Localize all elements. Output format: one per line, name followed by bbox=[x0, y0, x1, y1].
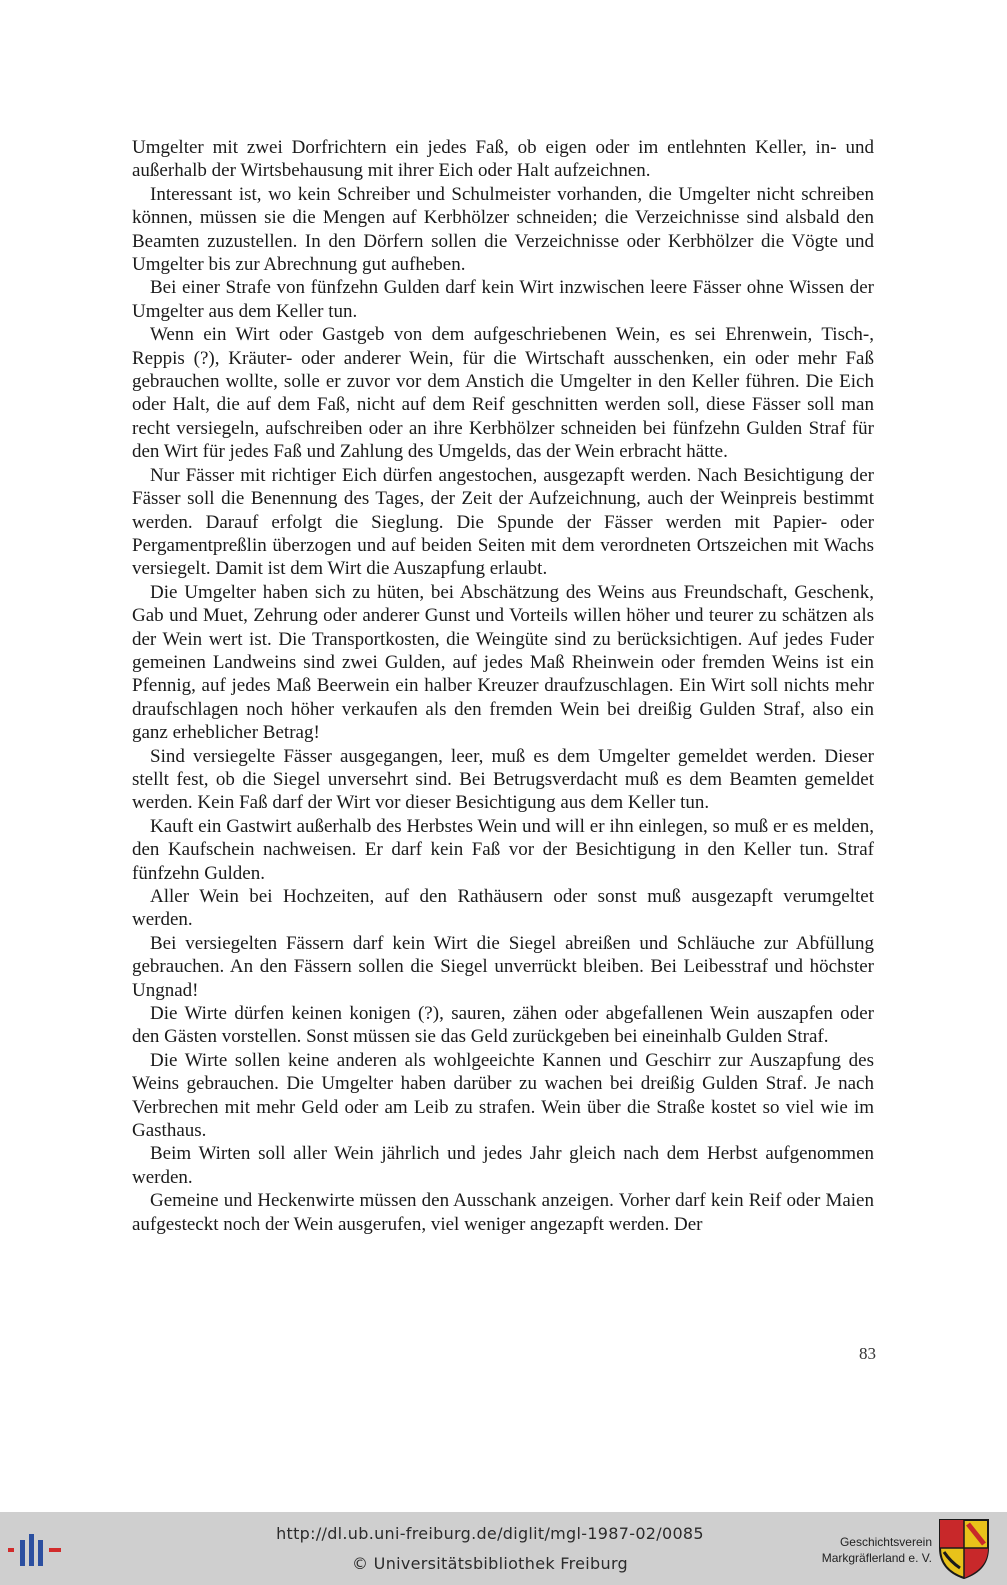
coat-of-arms-icon bbox=[938, 1518, 990, 1580]
paragraph: Die Umgelter haben sich zu hüten, bei Abschätzung des Weins aus Freundschaft, Geschenk, Gab und Muet, Zehrung oder anderer Gunst und Vorteils willen höher und teurer zu schätzen als der Wein wert ist. Die Transportkosten, die Weingüte sind zu berücksichtigen. Auf jedes Fuder gemeinen Landweins sind zwei Gulden, auf jedes Maß Rheinwein oder fremden Weins ist ein Pfennig, auf jedes Maß Beerwein ein halber Kreuzer draufzuschlagen. Ein Wirt soll nichts mehr draufschlagen noch höher verkaufen als den fremden Wein bei dreißig Gulden Straf, also ein ganz erheblicher Betrag! bbox=[132, 581, 874, 744]
paragraph: Bei einer Strafe von fünfzehn Gulden darf kein Wirt inzwischen leere Fässer ohne Wissen der Umgelter aus dem Keller tun. bbox=[132, 277, 874, 322]
society-line-2: Markgräflerland e. V. bbox=[821, 1551, 932, 1565]
document-url-link[interactable]: http://dl.ub.uni-freiburg.de/diglit/mgl-1987-02/0085 bbox=[276, 1524, 704, 1543]
copyright-text: © Universitätsbibliothek Freiburg bbox=[352, 1554, 628, 1573]
society-line-1: Geschichtsverein bbox=[839, 1535, 932, 1549]
paragraph: Beim Wirten soll aller Wein jährlich und jedes Jahr gleich nach dem Herbst aufgenommen werden. bbox=[132, 1143, 874, 1188]
page-number: 83 bbox=[859, 1344, 876, 1363]
paragraph: Kauft ein Gastwirt außerhalb des Herbstes Wein und will er ihn einlegen, so muß er es melden, den Kaufschein nachweisen. Er darf kein Faß vor der Besichtigung in den Keller tun. Straf fünfzehn Gulden. bbox=[132, 815, 874, 884]
paragraph: Nur Fässer mit richtiger Eich dürfen angestochen, ausgezapft werden. Nach Besichtigung der Fässer soll die Benennung des Tages, der Zeit der Aufzeichnung, auch der Weinpreis bestimmt werden. Darauf erfolgt die Sieglung. Die Spunde der Fässer werden mit Papier- oder Pergamentpreßlin überzogen und auf beiden Seiten mit dem verordneten Ortszeichen mit Wachs versiegelt. Damit ist dem Wirt die Auszapfung erlaubt. bbox=[132, 464, 874, 580]
paragraph: Umgelter mit zwei Dorfrichtern ein jedes Faß, ob eigen oder im entlehnten Keller, in- und außerhalb der Wirtsbehausung mit ihrer Eich oder Halt aufzeichnen. bbox=[132, 137, 874, 182]
paragraph: Interessant ist, wo kein Schreiber und Schulmeister vorhanden, die Umgelter nicht schreiben können, müssen sie die Mengen auf Kerbhölzer schneiden; die Verzeichnisse sind alsbald den Beamten zuzustellen. In den Dörfern sollen die Verzeichnisse oder Kerbhölzer die Vögte und Umgelter bis zur Abrechnung gut aufheben. bbox=[132, 183, 874, 276]
society-name bbox=[802, 1534, 932, 1566]
body-text bbox=[132, 136, 874, 1236]
ub-freiburg-logo-icon[interactable] bbox=[8, 1530, 66, 1570]
paragraph: Die Wirte dürfen keinen konigen (?), sauren, zähen oder abgefallenen Wein auszapfen oder den Gästen vorstellen. Sonst müssen sie das Geld zurückgeben bei eineinhalb Gulden Straf. bbox=[132, 1003, 874, 1048]
paragraph: Gemeine und Heckenwirte müssen den Ausschank anzeigen. Vorher darf kein Reif oder Maien aufgesteckt noch der Wein ausgerufen, viel weniger angezapft werden. Der bbox=[132, 1190, 874, 1235]
paragraph: Sind versiegelte Fässer ausgegangen, leer, muß es dem Umgelter gemeldet werden. Dieser stellt fest, ob die Siegel unversehrt sind. Bei Betrugsverdacht muß es dem Beamten gemeldet werden. Kein Faß darf der Wirt vor dieser Besichtigung aus dem Keller tun. bbox=[132, 745, 874, 814]
paragraph: Bei versiegelten Fässern darf kein Wirt die Siegel abreißen und Schläuche zur Abfüllung gebrauchen. An den Fässern sollen die Siegel unverrückt bleiben. Bei Leibesstraf und höchster Ungnad! bbox=[132, 932, 874, 1001]
paragraph: Die Wirte sollen keine anderen als wohlgeeichte Kannen und Geschirr zur Auszapfung des Weins gebrauchen. Die Umgelter haben darüber zu wachen bei dreißig Gulden Straf. Je nach Verbrechen mit mehr Geld oder am Leib zu strafen. Wein über die Straße kostet so viel wie im Gasthaus. bbox=[132, 1049, 874, 1142]
paragraph: Wenn ein Wirt oder Gastgeb von dem aufgeschriebenen Wein, es sei Ehrenwein, Tisch-, Reppis (?), Kräuter- oder anderer Wein, für die Wirtschaft ausschenken, ein oder mehr Faß gebrauchen wollte, solle er zuvor vor dem Anstich die Umgelter in den Keller führen. Die Eich oder Halt, die auf dem Faß, nicht auf dem Reif geschnitten werden soll, diese Fässer soll man recht versiegeln, aufschreiben oder an ihre Kerbhölzer schneiden bei fünfzehn Gulden Straf für den Wirt für jedes Faß und Zahlung des Umgelds, das der Wein erbracht hätte. bbox=[132, 324, 874, 463]
footer-bar bbox=[0, 1512, 1007, 1585]
paragraph: Aller Wein bei Hochzeiten, auf den Rathäusern oder sonst muß ausgezapft verumgeltet werden. bbox=[132, 886, 874, 931]
